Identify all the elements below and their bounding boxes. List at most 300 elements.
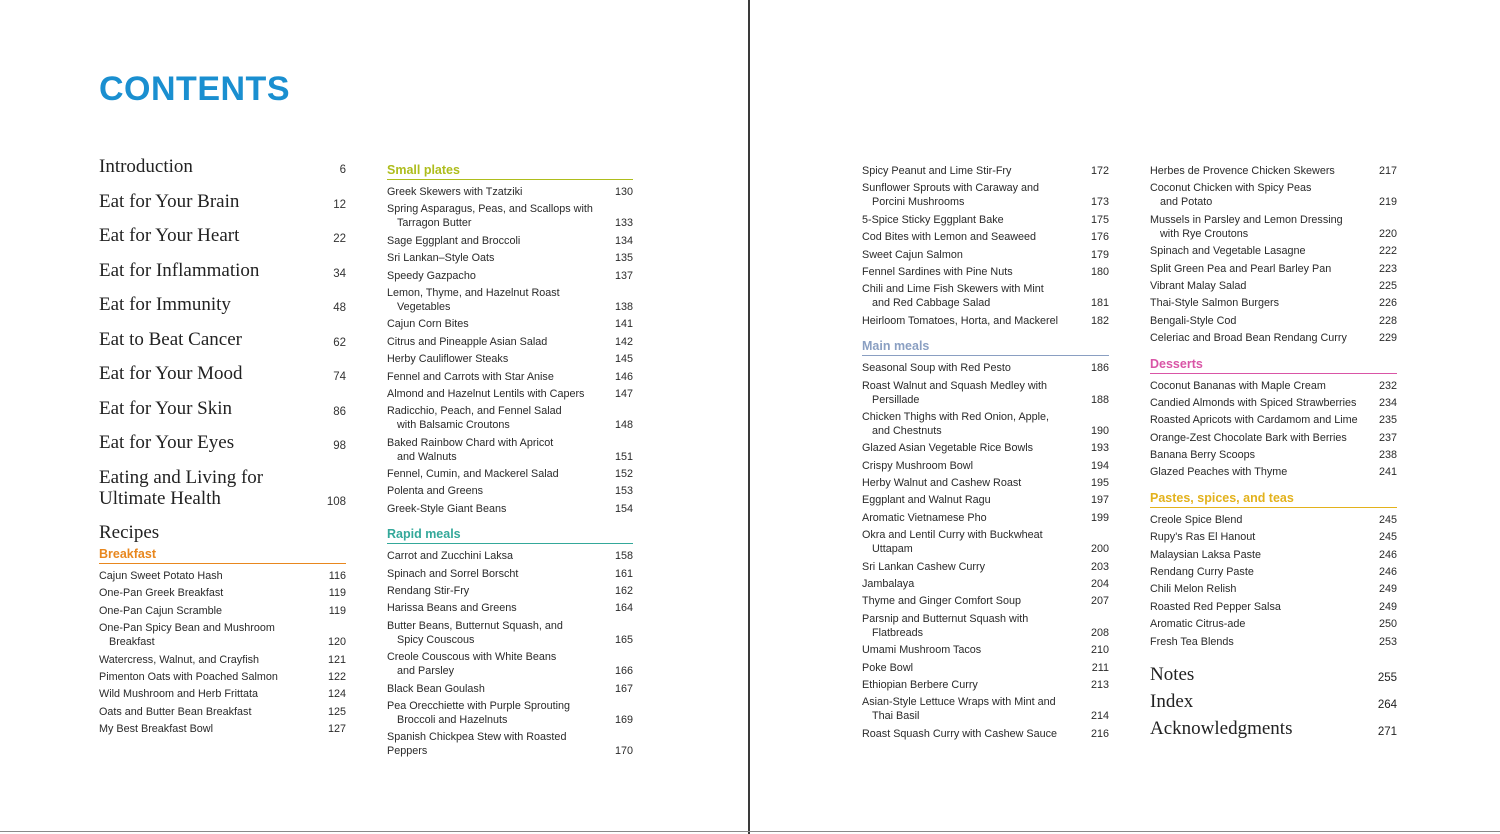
recipe-title xyxy=(1150,530,1255,544)
toc-row xyxy=(1150,513,1397,527)
recipe-title xyxy=(387,436,553,464)
recipe-title xyxy=(387,484,483,498)
recipe-title-line: Cajun Corn Bites xyxy=(387,318,469,331)
toc-row xyxy=(387,699,633,727)
recipe-page: 245 xyxy=(1378,531,1397,544)
recipe-title xyxy=(862,265,1013,279)
toc-row xyxy=(862,493,1109,507)
recipe-page: 135 xyxy=(614,252,633,265)
recipe-title-line: Vegetables xyxy=(397,300,451,313)
recipe-page: 146 xyxy=(614,370,633,383)
section-heading-small-plates: Small plates xyxy=(387,163,633,180)
toc-row xyxy=(387,251,633,265)
recipe-page: 210 xyxy=(1090,644,1109,657)
recipe-title xyxy=(862,181,1039,209)
toc-row xyxy=(99,621,346,649)
recipe-title-line: Heirloom Tomatoes, Horta, and Mackerel xyxy=(862,314,1059,327)
recipe-title xyxy=(862,528,1043,556)
chapter-row xyxy=(99,225,346,246)
recipe-title xyxy=(387,269,476,283)
recipe-title xyxy=(387,286,560,314)
toc-row xyxy=(99,722,346,736)
toc-row xyxy=(862,282,1109,310)
recipe-title-line: Harissa Beans and Greens xyxy=(387,602,517,615)
toc-row xyxy=(1150,213,1397,241)
recipe-page: 208 xyxy=(1090,626,1109,639)
recipe-page: 225 xyxy=(1378,279,1397,292)
section-heading-rapid-meals: Rapid meals xyxy=(387,527,633,544)
back-matter-title: Index xyxy=(1150,690,1194,712)
recipe-title-line: Celeriac and Broad Bean Rendang Curry xyxy=(1150,332,1347,345)
chapter-title: Eat for Your Brain xyxy=(99,190,240,212)
recipe-title xyxy=(387,650,556,678)
chapter-page: 6 xyxy=(339,164,346,176)
recipe-title xyxy=(862,476,1021,490)
recipe-page: 246 xyxy=(1378,566,1397,579)
recipe-page: 154 xyxy=(614,502,633,515)
toc-row xyxy=(1150,279,1397,293)
recipe-page: 182 xyxy=(1090,314,1109,327)
recipe-title xyxy=(1150,600,1281,614)
recipe-title xyxy=(1150,379,1326,393)
toc-row xyxy=(99,653,346,667)
recipe-title xyxy=(862,661,913,675)
recipe-title-line: Sunflower Sprouts with Caraway and xyxy=(862,182,1040,195)
recipe-page: 220 xyxy=(1378,227,1397,240)
recipe-page: 211 xyxy=(1091,661,1109,674)
back-matter-page: 255 xyxy=(1377,671,1397,684)
recipe-title xyxy=(387,234,520,248)
chapter-row xyxy=(99,467,346,509)
toc-row xyxy=(862,213,1109,227)
recipe-title xyxy=(1150,396,1356,410)
recipe-title-line: Fennel Sardines with Pine Nuts xyxy=(862,265,1013,278)
recipe-title xyxy=(862,727,1057,741)
recipe-page: 142 xyxy=(614,335,633,348)
recipe-page: 245 xyxy=(1378,513,1397,526)
recipe-title-line: Porcini Mushrooms xyxy=(872,196,965,209)
toc-row xyxy=(387,202,633,230)
recipe-page: 120 xyxy=(327,636,346,649)
toc-row xyxy=(862,560,1109,574)
recipe-title xyxy=(99,586,223,600)
recipe-page: 223 xyxy=(1378,262,1397,275)
toc-row xyxy=(862,678,1109,692)
recipe-page: 162 xyxy=(614,585,633,598)
rapid-meals-list xyxy=(387,549,633,758)
recipe-title xyxy=(862,379,1047,407)
recipe-title xyxy=(1150,331,1347,345)
recipe-title xyxy=(1150,262,1331,276)
toc-row xyxy=(862,410,1109,438)
recipe-page: 125 xyxy=(327,705,346,718)
recipe-title-line: Orange-Zest Chocolate Bark with Berries xyxy=(1150,431,1347,444)
toc-row xyxy=(862,511,1109,525)
recipe-page: 228 xyxy=(1378,314,1397,327)
recipe-title xyxy=(862,643,981,657)
toc-row xyxy=(1150,600,1397,614)
recipe-page: 213 xyxy=(1090,678,1109,691)
toc-row xyxy=(99,705,346,719)
toc-row xyxy=(862,181,1109,209)
chapter-title: Eating and Living for Ultimate Health xyxy=(99,466,264,509)
recipe-title-line: Wild Mushroom and Herb Frittata xyxy=(99,688,259,701)
recipe-title-line: and Potato xyxy=(1160,196,1213,209)
chapter-page: 34 xyxy=(333,267,346,280)
toc-row xyxy=(387,502,633,516)
toc-row xyxy=(862,230,1109,244)
recipe-title-line: Bengali-Style Cod xyxy=(1150,314,1237,327)
toc-row xyxy=(1150,314,1397,328)
toc-row xyxy=(1150,244,1397,258)
recipe-title-line: Seasonal Soup with Red Pesto xyxy=(862,362,1011,375)
recipe-title xyxy=(99,569,223,583)
toc-row xyxy=(862,594,1109,608)
toc-row xyxy=(1150,413,1397,427)
recipe-page: 238 xyxy=(1378,449,1397,462)
recipe-page: 166 xyxy=(614,665,633,678)
recipe-title-line: Crispy Mushroom Bowl xyxy=(862,459,973,472)
recipe-title-line: Oats and Butter Bean Breakfast xyxy=(99,705,252,718)
recipe-title-line: Split Green Pea and Pearl Barley Pan xyxy=(1150,262,1332,275)
small-plates-list xyxy=(387,185,633,516)
toc-row xyxy=(1150,296,1397,310)
recipe-title xyxy=(1150,164,1335,178)
recipe-title-line: One-Pan Greek Breakfast xyxy=(99,587,224,600)
recipe-title-line: Tarragon Butter xyxy=(397,217,472,230)
toc-row xyxy=(387,185,633,199)
recipe-title xyxy=(862,213,1004,227)
breakfast-list xyxy=(99,569,346,736)
recipe-page: 246 xyxy=(1378,548,1397,561)
rapid-meals-continued-list xyxy=(862,164,1109,328)
recipe-title-line: Herby Cauliflower Steaks xyxy=(387,353,509,366)
recipe-title-line: Pea Orecchiette with Purple Sprouting xyxy=(387,699,571,712)
toc-row xyxy=(1150,181,1397,209)
recipe-page: 226 xyxy=(1378,297,1397,310)
recipe-title xyxy=(387,202,593,230)
recipe-title-line: Roasted Red Pepper Salsa xyxy=(1150,600,1281,613)
recipe-title-line: Sage Eggplant and Broccoli xyxy=(387,234,521,247)
recipe-page: 203 xyxy=(1090,560,1109,573)
chapter-title: Eat for Your Skin xyxy=(99,397,233,419)
recipe-page: 137 xyxy=(614,269,633,282)
recipe-title xyxy=(862,282,1044,310)
chapter-row xyxy=(99,191,346,212)
recipe-page: 249 xyxy=(1378,583,1397,596)
recipe-title-line: My Best Breakfast Bowl xyxy=(99,723,214,736)
recipe-title-line: Uttapam xyxy=(872,543,913,556)
toc-row xyxy=(1150,548,1397,562)
recipe-title xyxy=(862,612,1028,640)
recipe-page: 161 xyxy=(614,567,633,580)
recipe-title-line: Sweet Cajun Salmon xyxy=(862,248,963,261)
recipe-title xyxy=(1150,431,1347,445)
chapter-row xyxy=(99,398,346,419)
toc-row xyxy=(862,476,1109,490)
recipe-page: 151 xyxy=(614,450,633,463)
recipe-title xyxy=(862,511,987,525)
recipe-page: 119 xyxy=(328,587,346,600)
recipe-title xyxy=(1150,279,1246,293)
recipe-title-line: Almond and Hazelnut Lentils with Capers xyxy=(387,387,585,400)
toc-row xyxy=(1150,164,1397,178)
recipe-page: 188 xyxy=(1090,393,1109,406)
recipe-title xyxy=(387,404,562,432)
recipe-page: 249 xyxy=(1378,600,1397,613)
recipe-title xyxy=(387,467,559,481)
recipe-title-line: Roasted Apricots with Cardamom and Lime xyxy=(1150,414,1358,427)
chapter-page: 74 xyxy=(333,371,346,383)
recipe-title-line: with Balsamic Croutons xyxy=(397,419,510,432)
recipe-title xyxy=(387,699,570,727)
toc-row xyxy=(1150,530,1397,544)
recipe-title xyxy=(387,567,518,581)
recipe-page: 119 xyxy=(328,604,346,617)
toc-row xyxy=(387,682,633,696)
toc-row xyxy=(99,670,346,684)
recipe-title xyxy=(387,335,547,349)
back-matter-title: Acknowledgments xyxy=(1150,717,1293,739)
toc-row xyxy=(387,567,633,581)
recipe-page: 164 xyxy=(614,602,633,615)
toc-row xyxy=(862,164,1109,178)
recipe-title-line: Cod Bites with Lemon and Seaweed xyxy=(862,231,1037,244)
recipe-title-line: 5-Spice Sticky Eggplant Bake xyxy=(862,213,1004,226)
recipe-title-line: Glazed Asian Vegetable Rice Bowls xyxy=(862,442,1034,455)
recipe-page: 195 xyxy=(1090,477,1109,490)
recipe-page: 158 xyxy=(614,550,633,563)
recipe-title xyxy=(862,493,991,507)
toc-row xyxy=(99,586,346,600)
page-title: CONTENTS xyxy=(99,70,290,108)
recipe-title-line: Cajun Sweet Potato Hash xyxy=(99,570,223,582)
recipe-page: 235 xyxy=(1378,414,1397,427)
recipe-page: 250 xyxy=(1378,618,1397,631)
chapter-title: Eat to Beat Cancer xyxy=(99,328,242,350)
recipe-title-line: Chili Melon Relish xyxy=(1150,583,1237,596)
recipe-page: 167 xyxy=(614,682,633,695)
toc-row xyxy=(862,695,1109,723)
recipe-title-line: Radicchio, Peach, and Fennel Salad xyxy=(387,405,562,418)
recipe-title-line: Breakfast xyxy=(109,636,155,649)
recipe-page: 133 xyxy=(614,217,633,230)
toc-row xyxy=(862,727,1109,741)
recipe-page: 204 xyxy=(1090,578,1109,591)
recipes-heading: Recipes xyxy=(99,522,160,543)
recipe-title-line: Speedy Gazpacho xyxy=(387,269,476,282)
recipe-title-line: Spanish Chickpea Stew with Roasted Peppers xyxy=(387,731,567,758)
recipe-page: 253 xyxy=(1378,635,1397,648)
recipe-page: 232 xyxy=(1378,379,1397,392)
toc-row xyxy=(862,379,1109,407)
recipe-title-line: Candied Almonds with Spiced Strawberries xyxy=(1150,396,1357,409)
chapter-title: Eat for Inflammation xyxy=(99,259,260,281)
recipe-title xyxy=(1150,617,1245,631)
recipe-title xyxy=(1150,296,1279,310)
recipe-page: 229 xyxy=(1378,332,1397,345)
left-page xyxy=(0,0,748,834)
recipe-title xyxy=(99,722,213,736)
toc-row xyxy=(387,619,633,647)
recipe-title-line: Creole Couscous with White Beans xyxy=(387,651,557,664)
recipe-title xyxy=(387,317,469,331)
recipe-page: 200 xyxy=(1090,543,1109,556)
recipe-title-line: One-Pan Spicy Bean and Mushroom xyxy=(99,622,275,635)
recipe-title-line: Spinach and Vegetable Lasagne xyxy=(1150,245,1306,258)
recipe-title-line: and Walnuts xyxy=(397,450,457,463)
recipe-title-line: Aromatic Vietnamese Pho xyxy=(862,511,987,524)
recipe-title-line: Herbes de Provence Chicken Skewers xyxy=(1150,165,1335,177)
recipe-title xyxy=(862,678,978,692)
recipe-title-line: Broccoli and Hazelnuts xyxy=(397,713,508,726)
toc-row xyxy=(387,484,633,498)
recipe-page: 130 xyxy=(614,186,633,198)
back-matter-page: 264 xyxy=(1377,698,1397,711)
recipe-page: 169 xyxy=(614,713,633,726)
toc-row xyxy=(99,687,346,701)
toc-row xyxy=(387,601,633,615)
recipe-title-line: Poke Bowl xyxy=(862,661,914,674)
chapter-page: 62 xyxy=(333,336,346,349)
toc-row xyxy=(862,612,1109,640)
recipe-page: 116 xyxy=(328,570,346,582)
toc-row xyxy=(1150,331,1397,345)
recipe-title xyxy=(99,670,278,684)
recipe-title xyxy=(862,695,1056,723)
section-heading-breakfast: Breakfast xyxy=(99,547,346,564)
recipe-title-line: Coconut Chicken with Spicy Peas xyxy=(1150,182,1312,195)
recipe-title-line: Ethiopian Berbere Curry xyxy=(862,678,978,691)
recipe-page: 172 xyxy=(1090,165,1109,177)
recipe-page: 197 xyxy=(1090,494,1109,507)
toc-row xyxy=(1150,431,1397,445)
toc-row xyxy=(387,650,633,678)
recipe-title-line: and Parsley xyxy=(397,665,455,678)
recipe-page: 165 xyxy=(614,633,633,646)
recipe-title xyxy=(1150,181,1311,209)
toc-row xyxy=(862,441,1109,455)
recipe-title xyxy=(387,601,517,615)
recipe-page: 127 xyxy=(327,723,346,736)
recipe-page: 124 xyxy=(327,688,346,701)
chapter-row xyxy=(99,294,346,315)
chapter-row xyxy=(99,329,346,350)
recipe-title-line: Carrot and Zucchini Laksa xyxy=(387,550,514,563)
recipe-title-line: Fennel, Cumin, and Mackerel Salad xyxy=(387,468,559,481)
recipe-title xyxy=(862,441,1033,455)
recipe-title-line: Greek-Style Giant Beans xyxy=(387,502,507,515)
recipe-title-line: Aromatic Citrus-ade xyxy=(1150,618,1246,631)
recipe-page: 241 xyxy=(1378,466,1397,479)
recipe-page: 222 xyxy=(1378,245,1397,258)
recipe-page: 148 xyxy=(614,419,633,432)
chapter-page: 86 xyxy=(333,405,346,418)
recipe-page: 217 xyxy=(1378,165,1397,177)
chapter-title: Eat for Your Mood xyxy=(99,363,243,384)
recipe-page: 176 xyxy=(1090,231,1109,244)
recipe-title-line: Coconut Bananas with Maple Cream xyxy=(1150,379,1326,392)
recipe-title xyxy=(862,361,1011,375)
toc-row xyxy=(1150,379,1397,393)
recipe-title xyxy=(1150,582,1236,596)
recipe-title-line: Thai Basil xyxy=(872,710,920,723)
recipe-page: 186 xyxy=(1090,362,1109,375)
recipe-title-line: Glazed Peaches with Thyme xyxy=(1150,466,1288,479)
toc-row xyxy=(862,248,1109,262)
main-meals-list xyxy=(862,361,1109,741)
recipe-title-line: Umami Mushroom Tacos xyxy=(862,644,982,657)
back-matter-row xyxy=(1150,691,1397,712)
right-page xyxy=(750,0,1500,834)
recipe-page: 180 xyxy=(1090,265,1109,278)
recipe-page: 219 xyxy=(1378,196,1397,209)
section-heading-pastes: Pastes, spices, and teas xyxy=(1150,491,1397,508)
toc-row xyxy=(1150,582,1397,596)
recipe-title-line: Greek Skewers with Tzatziki xyxy=(387,186,523,198)
toc-row xyxy=(387,234,633,248)
recipe-title xyxy=(99,687,258,701)
recipe-title xyxy=(1150,314,1236,328)
recipe-page: 181 xyxy=(1090,297,1109,310)
recipe-title xyxy=(862,560,985,574)
back-matter-page: 271 xyxy=(1377,725,1397,738)
recipe-page: 207 xyxy=(1090,595,1109,608)
recipe-page: 153 xyxy=(614,485,633,498)
chapter-row xyxy=(99,260,346,281)
recipe-title xyxy=(387,387,584,401)
recipe-title xyxy=(862,248,963,262)
chapter-row xyxy=(99,156,346,177)
recipe-title-line: Flatbreads xyxy=(872,626,924,639)
recipe-title xyxy=(862,577,914,591)
recipe-title xyxy=(99,621,275,649)
recipe-title-line: Baked Rainbow Chard with Apricot xyxy=(387,436,554,449)
recipe-title-line: and Red Cabbage Salad xyxy=(872,297,991,310)
recipe-title xyxy=(862,314,1058,328)
recipe-title-line: Spinach and Sorrel Borscht xyxy=(387,567,519,580)
recipe-title-line: Roast Walnut and Squash Medley with xyxy=(862,379,1048,392)
recipe-title-line: Lemon, Thyme, and Hazelnut Roast xyxy=(387,286,560,299)
recipe-title-line: Persillade xyxy=(872,393,920,406)
toc-row xyxy=(387,370,633,384)
toc-row xyxy=(387,387,633,401)
recipe-column-1 xyxy=(387,163,633,762)
recipe-title xyxy=(1150,465,1287,479)
recipe-title xyxy=(387,185,522,199)
recipe-title xyxy=(99,653,259,667)
recipe-title xyxy=(862,230,1036,244)
recipe-title-line: Malaysian Laksa Paste xyxy=(1150,548,1262,561)
toc-row xyxy=(387,549,633,563)
recipe-page: 152 xyxy=(614,468,633,481)
toc-row xyxy=(1150,635,1397,649)
recipe-title-line: Spicy Peanut and Lime Stir-Fry xyxy=(862,165,1012,177)
toc-row xyxy=(1150,465,1397,479)
recipe-title-line: with Rye Croutons xyxy=(1160,227,1249,240)
section-heading-main-meals: Main meals xyxy=(862,339,1109,356)
recipe-title xyxy=(387,352,508,366)
recipe-title xyxy=(1150,244,1306,258)
chapter-title: Eat for Your Eyes xyxy=(99,432,235,453)
toc-row xyxy=(387,269,633,283)
chapter-title: Eat for Immunity xyxy=(99,294,231,315)
toc-row xyxy=(387,317,633,331)
recipe-title xyxy=(1150,548,1261,562)
recipe-page: 234 xyxy=(1378,396,1397,409)
recipe-page: 121 xyxy=(327,653,346,666)
toc-row xyxy=(862,577,1109,591)
